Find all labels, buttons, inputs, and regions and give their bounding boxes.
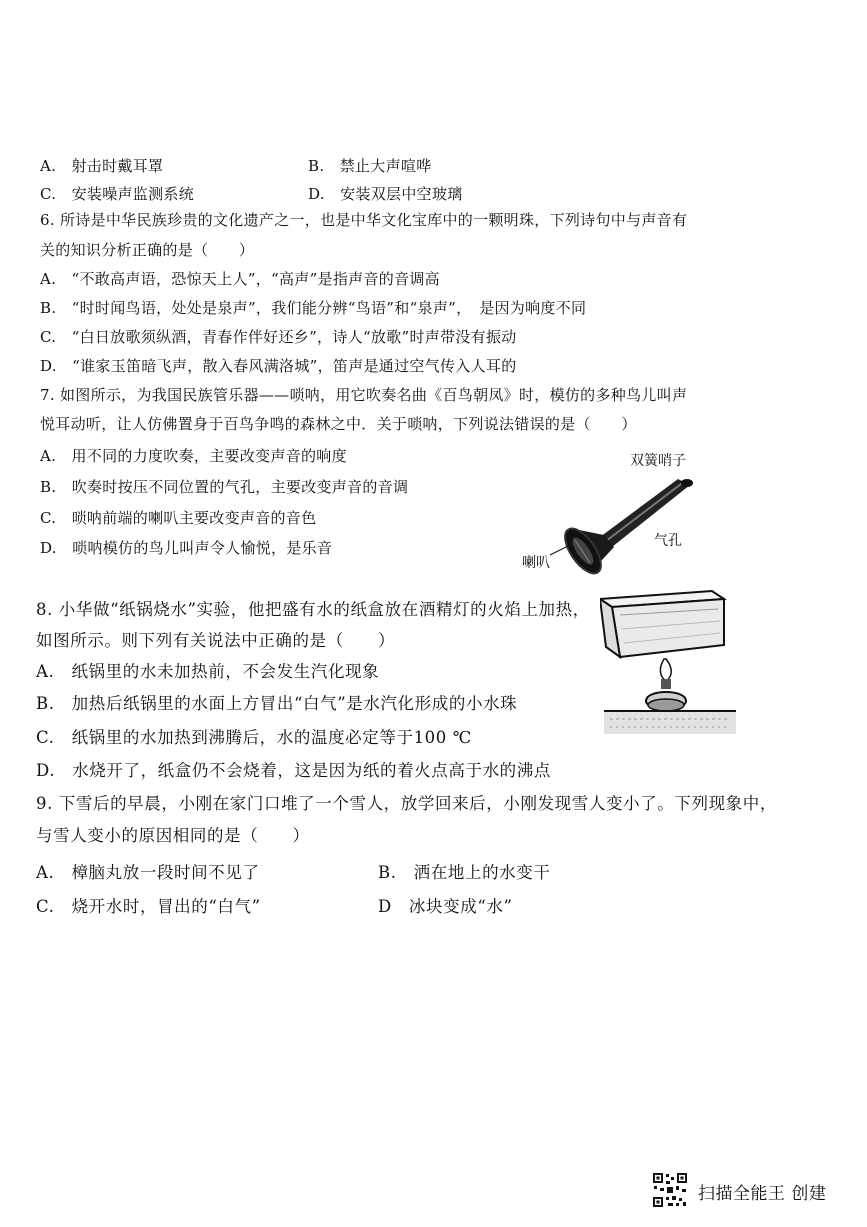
q9-option-d: D 冰块变成“水” xyxy=(378,897,513,916)
q5-option-c: C. 安装噪声监测系统 xyxy=(40,185,195,203)
q5-option-b: B. 禁止大声喧哗 xyxy=(308,157,432,175)
q9-stem-line1: 9. 下雪后的早晨，小刚在家门口堆了一个雪人，放学回来后，小刚发现雪人变小了。下列现象中， xyxy=(36,794,777,813)
q8-option-c: C. 纸锅里的水加热到沸腾后，水的温度必定等于100 ℃ xyxy=(36,728,472,747)
q7-option-a: A. 用不同的力度吹奏，主要改变声音的响度 xyxy=(40,447,347,465)
q8-option-a: A. 纸锅里的水未加热前，不会发生汽化现象 xyxy=(36,662,380,681)
table-surface xyxy=(604,711,736,734)
q8-option-b: B. 加热后纸锅里的水面上方冒出“白气”是水汽化形成的小水珠 xyxy=(36,694,518,713)
label-horn: 喇叭 xyxy=(522,555,550,571)
suona-figure xyxy=(520,445,730,585)
watermark-brand-text: 扫描全能王 创建 xyxy=(698,1184,827,1204)
q8-option-d: D. 水烧开了，纸盒仍不会烧着，这是因为纸的着火点高于水的沸点 xyxy=(36,761,551,780)
alcohol-lamp xyxy=(646,679,686,711)
paper-pot-figure xyxy=(600,585,740,745)
q6-stem-line1: 6. 所诗是中华民族珍贵的文化遗产之一，也是中华文化宝库中的一颗明珠，下列诗句中与声音有 xyxy=(40,211,688,229)
q7-stem-line2: 悦耳动听，让人仿佛置身于百鸟争鸣的森林之中．关于唢呐，下列说法错误的是（ ） xyxy=(40,415,637,433)
q9-option-c: C. 烧开水时，冒出的“白气” xyxy=(36,897,261,916)
q8-stem-line1: 8. 小华做“纸锅烧水”实验，他把盛有水的纸盒放在酒精灯的火焰上加热， xyxy=(36,600,590,619)
qr-code-icon xyxy=(652,1172,688,1208)
scanner-watermark xyxy=(652,1170,852,1208)
q7-option-c: C. 唢呐前端的喇叭主要改变声音的音色 xyxy=(40,509,317,527)
q6-option-c: C. “白日放歌须纵酒，青春作伴好还乡”，诗人“放歌”时声带没有振动 xyxy=(40,328,517,346)
q6-option-b: B. “时时闻鸟语，处处是泉声”，我们能分辨“鸟语”和“泉声”， 是因为响度不同 xyxy=(40,299,587,317)
label-reed: 双簧哨子 xyxy=(630,453,686,469)
label-hole: 气孔 xyxy=(654,533,682,549)
q5-option-a: A. 射击时戴耳罩 xyxy=(40,157,164,175)
q7-option-b: B. 吹奏时按压不同位置的气孔，主要改变声音的音调 xyxy=(40,478,409,496)
q8-stem-line2: 如图所示。则下列有关说法中正确的是（ ） xyxy=(36,631,396,650)
paper-box xyxy=(600,591,724,657)
flame xyxy=(660,659,671,681)
q7-stem-line1: 7. 如图所示，为我国民族管乐器——唢呐，用它吹奏名曲《百鸟朝凤》时，模仿的多种鸟儿叫声 xyxy=(40,386,688,404)
q6-option-a: A. “不敢高声语，恐惊天上人”，“高声”是指声音的音调高 xyxy=(40,270,440,288)
q6-option-d: D. “谁家玉笛暗飞声，散入春风满洛城”，笛声是通过空气传入人耳的 xyxy=(40,357,517,375)
q6-stem-line2: 关的知识分析正确的是（ ） xyxy=(40,241,255,259)
q9-option-b: B. 洒在地上的水变干 xyxy=(378,863,551,882)
suona-body xyxy=(558,479,693,579)
q7-option-d: D. 唢呐模仿的鸟儿叫声令人愉悦，是乐音 xyxy=(40,539,333,557)
q9-stem-line2: 与雪人变小的原因相同的是（ ） xyxy=(36,826,310,845)
q9-option-a: A. 樟脑丸放一段时间不见了 xyxy=(36,863,260,882)
q5-option-d: D. 安装双层中空玻璃 xyxy=(308,185,463,203)
